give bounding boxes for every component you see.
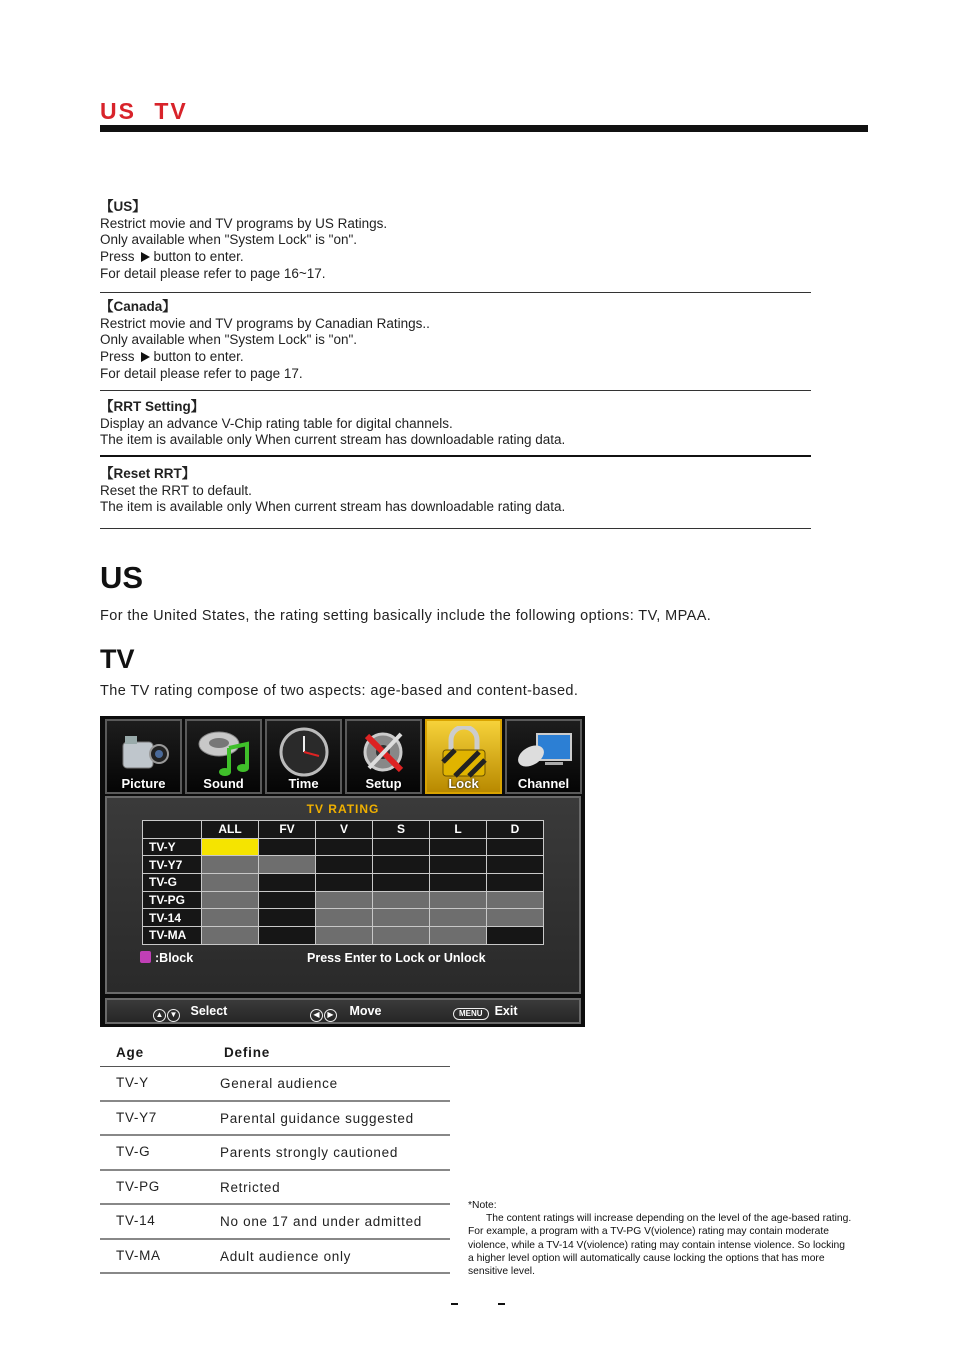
column-header: ALL (202, 821, 259, 839)
note-block (468, 1199, 878, 1278)
age-code: TV-Y (116, 1075, 149, 1090)
section-line: Reset the RRT to default. (100, 482, 252, 498)
section-line (100, 349, 811, 366)
section-line: Display an advance V-Chip rating table for digital channels. (100, 415, 453, 431)
lock-icon (140, 951, 151, 963)
page-title: US TV (100, 98, 188, 124)
tv-menu-screenshot (100, 716, 585, 1027)
tab-time[interactable] (265, 719, 342, 794)
tv-heading: TV (100, 644, 135, 674)
section-line: For detail please refer to page 16~17. (100, 265, 326, 281)
rating-cell (487, 856, 544, 874)
left-arrow-icon: ◀ (310, 1009, 323, 1022)
page-number-mark (451, 1303, 458, 1305)
rating-cell (259, 838, 316, 856)
age-code: TV-Y7 (116, 1109, 158, 1125)
divider (100, 528, 811, 529)
rating-cell[interactable] (202, 838, 259, 856)
panel-title: TV RATING (306, 802, 380, 816)
section-rrt-setting (100, 399, 811, 449)
rating-cell[interactable] (202, 856, 259, 874)
rating-cell (487, 927, 544, 945)
block-label: :Block (155, 951, 194, 965)
tab-label: Time (288, 776, 319, 791)
age-definition: General audience (220, 1076, 338, 1091)
padlock-icon (435, 726, 493, 778)
column-header: FV (259, 821, 316, 839)
us-heading: US (100, 560, 144, 595)
rating-cell (316, 856, 373, 874)
column-header: V (316, 821, 373, 839)
navigation-bar (105, 998, 581, 1024)
note-line: a higher level option will automatically cause locking the options that has more (468, 1252, 825, 1264)
note-line: sensitive level. (468, 1266, 535, 1278)
rating-cell (316, 874, 373, 892)
note-line: The content ratings will increase depending on the level of the age-based rating. (486, 1213, 852, 1225)
instruction-text: Press Enter to Lock or Unlock (307, 951, 486, 965)
table-row (100, 1240, 450, 1275)
nav-select-label: Select (190, 1004, 228, 1018)
nav-exit (453, 1004, 518, 1020)
right-arrow-icon: ▶ (324, 1009, 337, 1022)
age-definition: Retricted (220, 1179, 281, 1195)
age-code: TV-G (116, 1144, 151, 1159)
rating-cell[interactable] (430, 927, 487, 945)
tab-label: Lock (448, 776, 479, 791)
nav-move (310, 1004, 381, 1022)
tv-rating-panel (105, 796, 581, 994)
rating-cell (430, 838, 487, 856)
table-row (100, 1171, 450, 1206)
age-code: TV-14 (116, 1213, 156, 1228)
divider (100, 390, 811, 391)
section-line: The item is available only When current stream has downloadable rating data. (100, 432, 566, 448)
section-heading: 【Reset RRT】 (100, 466, 196, 481)
page-number-mark (498, 1303, 505, 1305)
header-age: Age (116, 1045, 144, 1060)
grid-corner (143, 821, 202, 839)
age-code: TV-MA (116, 1247, 161, 1263)
rating-cell[interactable] (316, 927, 373, 945)
note-label: *Note: (468, 1200, 497, 1211)
tab-label: Setup (365, 776, 402, 791)
rating-cell (373, 856, 430, 874)
section-line: Restrict movie and TV programs by US Ratings. (100, 215, 388, 231)
rating-cell[interactable] (202, 909, 259, 927)
age-definition: Adult audience only (220, 1248, 352, 1264)
header-define: Define (224, 1045, 271, 1060)
age-definition: Parental guidance suggested (220, 1110, 414, 1126)
divider (100, 292, 811, 293)
note-line: violence, while a TV-14 V(violence) rating may contain intense violence. So locking (468, 1239, 845, 1251)
column-header: D (487, 821, 544, 839)
column-header: S (373, 821, 430, 839)
column-header: L (430, 821, 487, 839)
us-description: For the United States, the rating setting basically include the following options: TV, MPAA. (100, 608, 712, 624)
section-line: Restrict movie and TV programs by Canadian Ratings.. (100, 315, 430, 331)
right-triangle-icon (141, 252, 150, 262)
rating-cell[interactable] (202, 927, 259, 945)
tab-lock[interactable] (425, 719, 502, 794)
clock-icon (275, 726, 333, 778)
satellite-icon (515, 726, 573, 778)
rating-cell[interactable] (487, 891, 544, 909)
rating-cell (373, 874, 430, 892)
rating-cell[interactable] (487, 909, 544, 927)
section-heading: 【Canada】 (100, 299, 176, 314)
row-label: TV-MA (143, 927, 202, 945)
down-arrow-icon: ▼ (167, 1009, 180, 1022)
section-line: For detail please refer to page 17. (100, 365, 303, 381)
table-row (100, 1067, 450, 1102)
rating-cell (430, 874, 487, 892)
rating-cell[interactable] (430, 891, 487, 909)
age-definition: No one 17 and under admitted (220, 1214, 422, 1229)
tab-label: Sound (203, 776, 244, 791)
tab-sound[interactable] (185, 719, 262, 794)
note-line: For example, a program with a TV-PG V(violence) rating may contain moderate (468, 1226, 829, 1238)
section-us (100, 199, 811, 283)
rating-cell (259, 909, 316, 927)
table-row (100, 1102, 450, 1137)
tab-label: Channel (517, 776, 570, 791)
divider (100, 455, 811, 457)
press-line: button to enter. (153, 349, 244, 365)
tab-setup[interactable] (345, 719, 422, 794)
nav-move-label: Move (349, 1004, 382, 1018)
rating-cell[interactable] (316, 909, 373, 927)
tools-icon (355, 726, 413, 778)
section-line: Only available when "System Lock" is "on". (100, 332, 358, 348)
header-rule (100, 125, 868, 132)
nav-exit-label: Exit (494, 1004, 518, 1018)
section-line (100, 249, 811, 266)
menu-button-icon: MENU (453, 1008, 489, 1020)
right-triangle-icon (141, 352, 150, 362)
press-label: Press (100, 249, 135, 265)
section-heading: 【RRT Setting】 (100, 399, 205, 414)
row-label: TV-Y7 (143, 856, 202, 874)
age-code: TV-PG (116, 1178, 161, 1194)
rating-cell[interactable] (202, 891, 259, 909)
table-row (100, 1136, 450, 1171)
rating-cell[interactable] (259, 856, 316, 874)
row-label: TV-14 (143, 909, 202, 927)
age-definition-table (100, 1043, 450, 1274)
rating-cell (373, 838, 430, 856)
rating-cell (259, 874, 316, 892)
table-header (100, 1043, 450, 1067)
section-reset-rrt (100, 466, 811, 516)
rating-cell (259, 927, 316, 945)
row-label: TV-Y (143, 838, 202, 856)
table-row (100, 1205, 450, 1240)
section-canada (100, 299, 811, 383)
rating-cell[interactable] (316, 891, 373, 909)
tab-label: Picture (121, 776, 166, 791)
press-label: Press (100, 349, 135, 365)
rating-cell (316, 838, 373, 856)
tv-description: The TV rating compose of two aspects: age-based and content-based. (100, 683, 579, 699)
nav-select (153, 1004, 227, 1022)
rating-cell (259, 891, 316, 909)
rating-cell (487, 838, 544, 856)
rating-cell[interactable] (202, 874, 259, 892)
up-arrow-icon: ▲ (153, 1009, 166, 1022)
row-label: TV-PG (143, 891, 202, 909)
tab-channel[interactable] (505, 719, 582, 794)
rating-cell[interactable] (373, 891, 430, 909)
section-line: The item is available only When current stream has downloadable rating data. (100, 499, 566, 515)
rating-cell (487, 874, 544, 892)
rating-cell[interactable] (373, 909, 430, 927)
rating-grid (142, 820, 544, 945)
rating-cell[interactable] (430, 909, 487, 927)
camcorder-icon (115, 726, 173, 778)
tab-picture[interactable] (105, 719, 182, 794)
section-line: Only available when "System Lock" is "on". (100, 232, 358, 248)
music-note-icon (195, 726, 253, 778)
age-definition: Parents strongly cautioned (220, 1145, 399, 1160)
rating-cell[interactable] (373, 927, 430, 945)
rating-cell (430, 856, 487, 874)
press-line: button to enter. (153, 249, 244, 265)
block-legend (140, 951, 193, 965)
section-heading: 【US】 (100, 199, 146, 214)
row-label: TV-G (143, 874, 202, 892)
